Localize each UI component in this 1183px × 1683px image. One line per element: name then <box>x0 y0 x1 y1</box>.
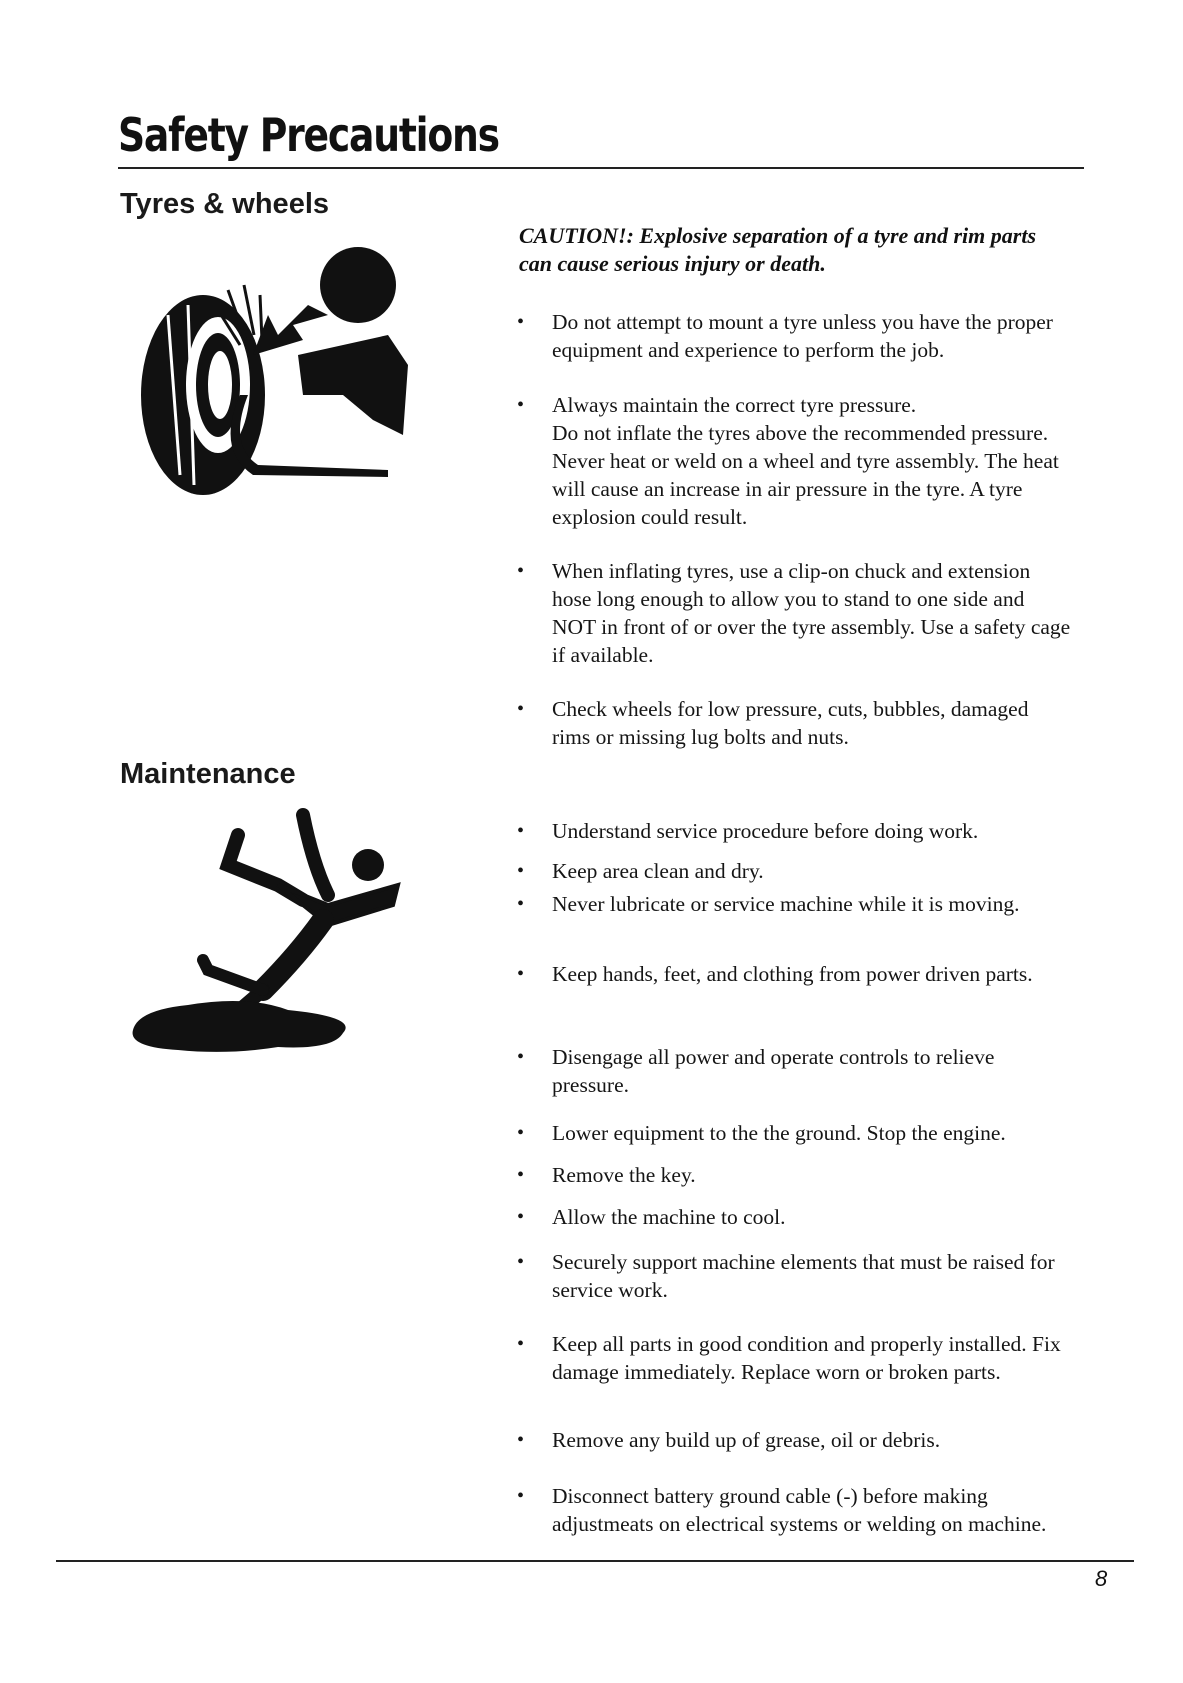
bullet-dot: • <box>517 1046 525 1068</box>
maintenance-bullet <box>517 887 1072 921</box>
bullet-text: Keep area clean and dry. <box>552 859 764 883</box>
bullet-text: Understand service procedure before doing work. <box>552 819 979 843</box>
bullet-text: When inflating tyres, use a clip-on chuck and extension hose long enough to allow you to stand to one side and NOT in front of or over the tyre assembly. Use a safety cage if available. <box>552 559 1071 667</box>
bullet-text: Do not attempt to mount a tyre unless you have the proper equipment and experience to perform the job. <box>552 310 1053 362</box>
bullet-dot: • <box>517 1164 525 1186</box>
bullet-text: Do not inflate the tyres above the recommended pressure. Never heat or weld on a wheel and tyre assembly. The heat will cause an increase in air pressure in the tyre. A tyre explosion could result. <box>552 421 1059 529</box>
bullet-text: Never lubricate or service machine while it is moving. <box>552 892 1020 916</box>
bullet-dot: • <box>517 860 525 882</box>
section-heading-maintenance: Maintenance <box>120 758 296 790</box>
tyre-explosion-pictogram <box>128 245 418 505</box>
maintenance-bullet <box>517 1043 1072 1099</box>
bullet-text: Lower equipment to the the ground. Stop the engine. <box>552 1121 1006 1145</box>
bullet-text: Check wheels for low pressure, cuts, bubbles, damaged rims or missing lug bolts and nuts. <box>552 697 1029 749</box>
maintenance-bullet <box>517 957 1072 991</box>
bullet-text: Disconnect battery ground cable (-) before making adjustmeats on electrical systems or welding on machine. <box>552 1484 1047 1536</box>
bullet-dot: • <box>517 1485 525 1507</box>
bullet-dot: • <box>517 560 525 582</box>
slip-hazard-pictogram <box>128 805 408 1065</box>
person-slipping-icon <box>203 815 398 1020</box>
maintenance-bullet <box>517 1203 1072 1231</box>
maintenance-bullet <box>517 1330 1072 1386</box>
section-heading-tyres: Tyres & wheels <box>120 188 330 220</box>
bullet-text: Keep hands, feet, and clothing from power driven parts. <box>552 962 1033 986</box>
title-rule <box>118 167 1084 169</box>
bullet-dot: • <box>517 1429 525 1451</box>
bullet-dot: • <box>517 394 525 416</box>
bullet-text: Remove any build up of grease, oil or debris. <box>552 1428 941 1452</box>
tyres-bullet <box>517 557 1072 669</box>
bullet-dot: • <box>517 1122 525 1144</box>
maintenance-bullet <box>517 1482 1072 1538</box>
bullet-dot: • <box>517 963 525 985</box>
tyres-bullet <box>517 695 1072 751</box>
bullet-dot: • <box>517 1333 525 1355</box>
bullet-text: Remove the key. <box>552 1163 696 1187</box>
spill-puddle-icon <box>133 1001 346 1052</box>
tyres-bullet <box>517 308 1072 364</box>
maintenance-bullet <box>517 857 1072 885</box>
bullet-dot: • <box>517 893 525 915</box>
maintenance-bullet <box>517 1161 1072 1189</box>
page-title: Safety Precautions <box>118 108 499 162</box>
caution-warning: CAUTION!: Explosive separation of a tyre and rim parts can cause serious injury or death. <box>519 223 1037 276</box>
bullet-dot: • <box>517 1206 525 1228</box>
maintenance-bullet <box>517 1248 1072 1304</box>
tyres-bullet-continuation <box>552 419 1072 531</box>
bullet-dot: • <box>517 1251 525 1273</box>
footer-rule <box>56 1560 1134 1562</box>
bullet-text: Keep all parts in good condition and properly installed. Fix damage immediately. Replace worn or broken parts. <box>552 1332 1061 1384</box>
bullet-dot: • <box>517 820 525 842</box>
bullet-text: Always maintain the correct tyre pressure. <box>552 393 917 417</box>
bullet-text: Allow the machine to cool. <box>552 1205 786 1229</box>
page-number: 8 <box>1095 1566 1108 1591</box>
bullet-text: Securely support machine elements that must be raised for service work. <box>552 1250 1055 1302</box>
bullet-text: Disengage all power and operate controls to relieve pressure. <box>552 1045 995 1097</box>
bullet-dot: • <box>517 698 525 720</box>
maintenance-bullet <box>517 1119 1072 1147</box>
tyres-bullet <box>517 391 1072 419</box>
bullet-dot: • <box>517 311 525 333</box>
maintenance-bullet <box>517 1426 1072 1454</box>
maintenance-bullet <box>517 817 1072 845</box>
